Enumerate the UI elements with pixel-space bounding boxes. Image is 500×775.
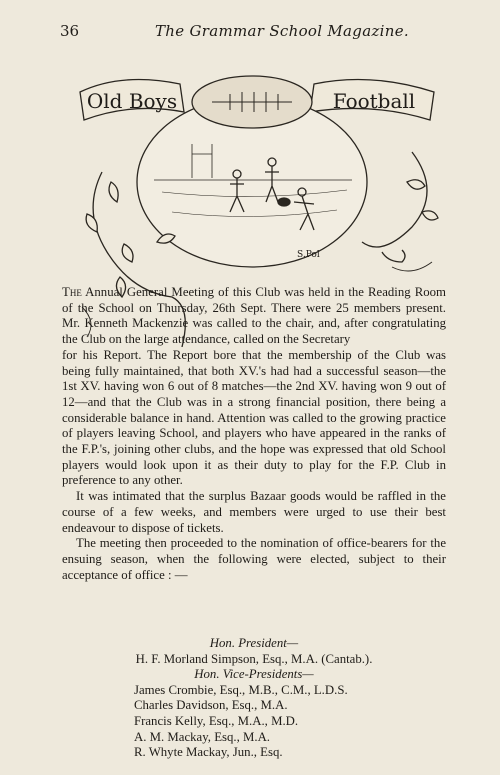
vice-presidents-heading: Hon. Vice-Presidents—	[194, 667, 314, 682]
running-title: The Grammar School Magazine.	[155, 22, 409, 40]
lead-word: The	[62, 285, 82, 299]
vice-president: Charles Davidson, Esq., M.A.	[134, 698, 288, 713]
page-number: 36	[60, 22, 80, 40]
vice-president: James Crombie, Esq., M.B., C.M., L.D.S.	[134, 682, 348, 697]
report-text	[62, 285, 446, 583]
president-heading: Hon. President—	[209, 636, 299, 650]
office-bearers	[62, 636, 446, 761]
page-header	[60, 22, 460, 42]
title-right: Football	[332, 89, 416, 113]
paragraph-1-continued: for his Report. The Report bore that the membership of the Club was being fully maintained, that both XV.'s had had a successful season—the 1st XV. having won 6 out of 8 matches—the 2nd XV. having won 9 out of 12—and that the Club was in a strong financial position, there being a considerable balance in hand. Attention was called to the growing practice of players leaving School, and players who have appeared in the ranks of the F.P.'s, joining other clubs, and the hope was expressed that old School players would look upon it as their duty to play for the F.P. Club in preference to any other.	[62, 347, 446, 488]
vice-president: R. Whyte Mackay, Jun., Esq.	[134, 745, 283, 760]
paragraph-3: The meeting then proceeded to the nomination of office-bearers for the ensuing season, when the following were elected, subject to their acceptance of office : —	[62, 536, 446, 582]
vice-president: A. M. Mackay, Esq., M.A.	[134, 729, 271, 744]
vice-presidents-list	[134, 683, 446, 761]
president-name: H. F. Morland Simpson, Esq., M.A. (Cantab.).	[135, 651, 373, 666]
artist-signature: S.Pol	[297, 250, 320, 260]
paragraph-1-indented: The Annual General Meeting of this Club was held in the Reading Room of the School on Thursday, 26th Sept. There were 25 members present. Mr. Kenneth Mackenzie was called to the chair, and, after congratulating the Club on the large attendance, called on the Secretary	[62, 285, 446, 347]
vice-president: Francis Kelly, Esq., M.A., M.D.	[134, 713, 299, 728]
title-left: Old Boys	[86, 89, 178, 113]
paragraph-2: It was intimated that the surplus Bazaar goods would be raffled in the course of a few weeks, and members were urged to use their best endeavour to dispose of tickets.	[62, 489, 446, 535]
